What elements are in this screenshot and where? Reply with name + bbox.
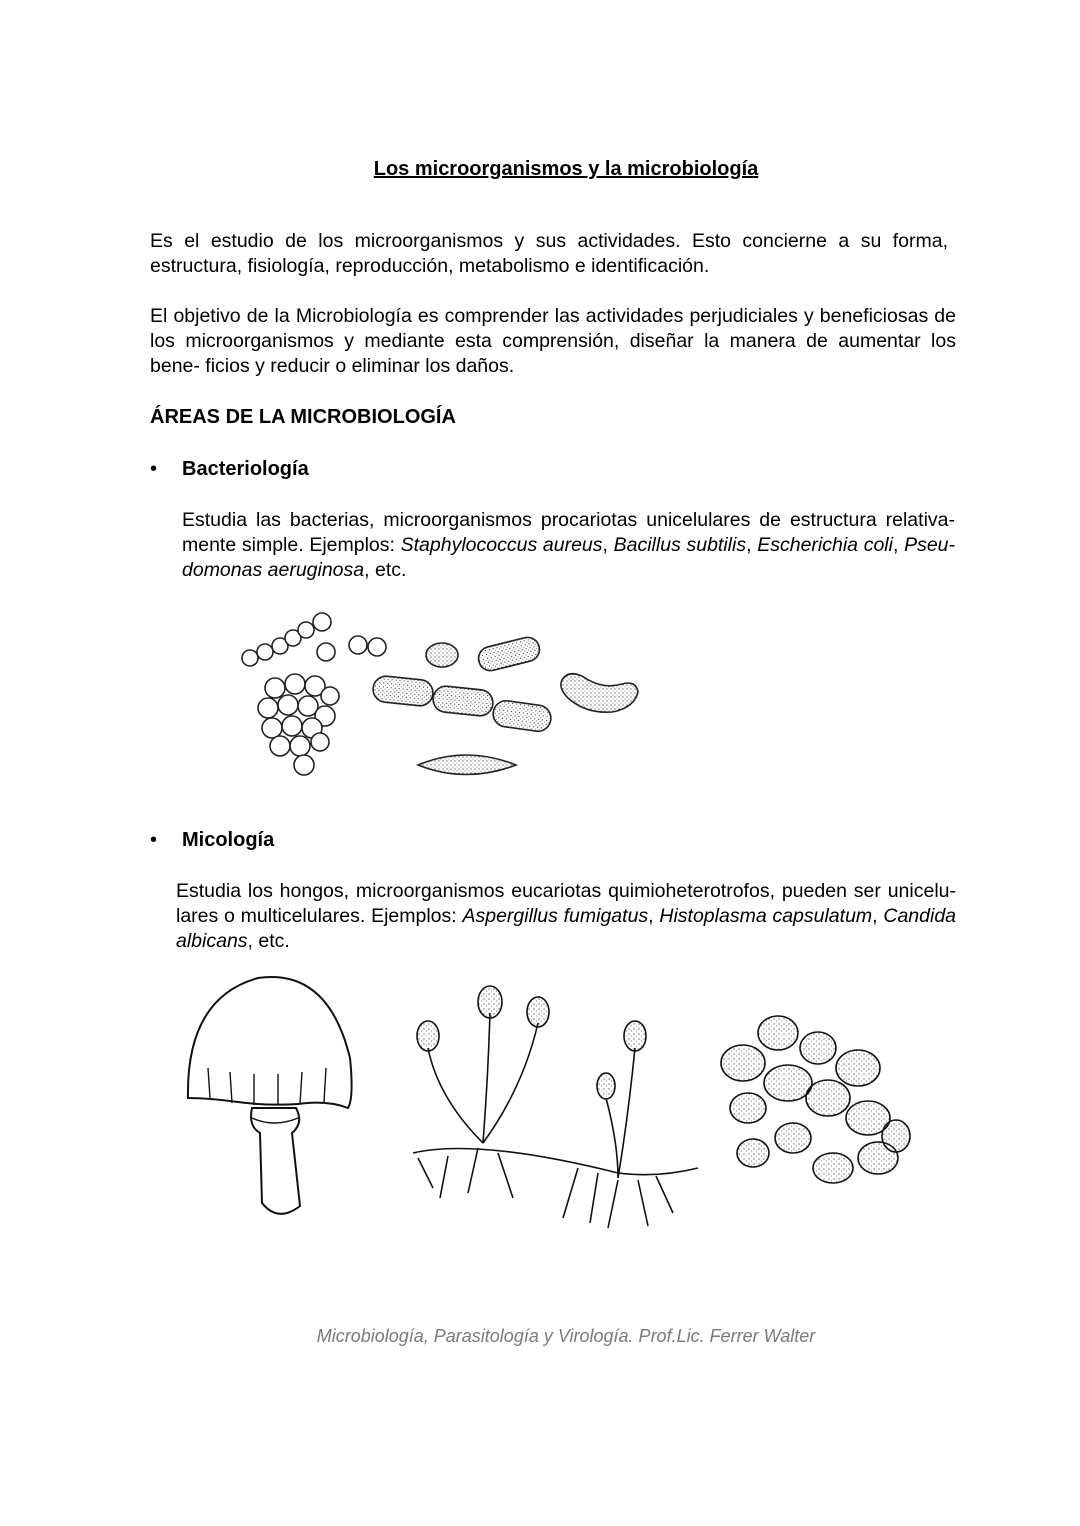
example-aspergillus: Aspergillus fumigatus xyxy=(462,905,649,927)
page-footer: Microbiología, Parasitología y Virología. Prof.Lic. Ferrer Walter xyxy=(316,1326,816,1346)
bacteria-illustration xyxy=(230,600,660,795)
micologia-paragraph xyxy=(176,879,956,954)
fungi-illustration xyxy=(178,958,918,1248)
example-histoplasma: Histoplasma capsulatum xyxy=(659,905,873,927)
example-candida: Candida albicans xyxy=(176,905,957,952)
example-escherichia: Escherichia coli xyxy=(757,534,893,556)
bacteriologia-paragraph xyxy=(182,508,955,583)
paragraph-end: , etc. xyxy=(364,559,407,581)
intro-paragraph-2: El objetivo de la Microbiología es comprender las actividades perjudiciales y beneficiosas de los microorganismos y mediante esta comprensión, diseñar la manera de aumentar los bene- ficios y reducir o eliminar los daños. xyxy=(150,305,956,377)
separator: , xyxy=(648,905,660,927)
separator: , xyxy=(872,905,884,927)
mold-drawing xyxy=(413,1013,698,1228)
intro-paragraph-1: Es el estudio de los microorganismos y sus actividades. Esto concierne a su forma, estructura, fisiología, reproducción, metabolismo e identificación. xyxy=(150,230,948,277)
example-pseudomonas: Pseu- domonas aeruginosa xyxy=(182,534,956,581)
section-heading: ÁREAS DE LA MICROBIOLOGÍA xyxy=(150,406,456,428)
bullet-label-micologia: Micología xyxy=(182,829,275,851)
mushroom-drawing xyxy=(188,977,352,1214)
bullet-label-bacteriologia: Bacteriología xyxy=(182,458,309,480)
page-title: Los microorganismos y la microbiología xyxy=(373,158,759,180)
separator: , xyxy=(602,534,614,556)
bacteriologia-text: Estudia las bacterias, microorganismos procariotas unicelulares de estructura relativa- mente simple. Ejemplos: xyxy=(182,509,955,556)
bullet-dot: • xyxy=(150,458,158,480)
example-bacillus: Bacillus subtilis xyxy=(613,534,747,556)
paragraph-end: , etc. xyxy=(247,930,290,952)
yeast-drawing xyxy=(721,1016,910,1183)
bullet-dot: • xyxy=(150,829,158,851)
example-staphylococcus: Staphylococcus aureus xyxy=(400,534,603,556)
separator: , xyxy=(746,534,758,556)
micologia-text: Estudia los hongos, microorganismos eucariotas quimioheterotrofos, pueden ser unicelu- lares o multicelulares. Ejemplos: xyxy=(176,880,956,927)
separator: , xyxy=(892,534,905,556)
